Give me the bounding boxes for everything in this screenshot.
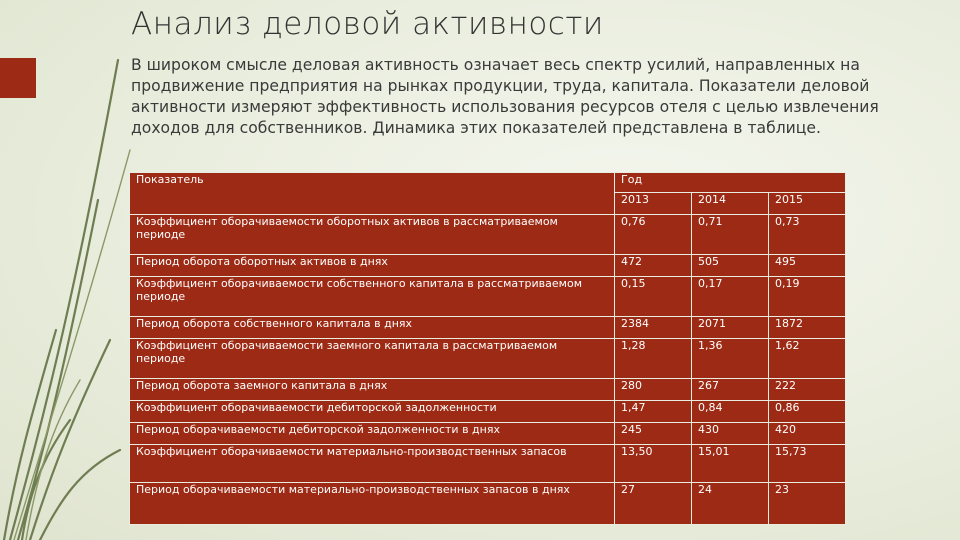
value-2013: 0,76 bbox=[615, 215, 692, 255]
value-2015: 1,62 bbox=[769, 339, 846, 379]
row-label: Период оборота оборотных активов в днях bbox=[130, 255, 615, 277]
row-label: Коэффициент оборачиваемости оборотных активов в рассматриваемом периоде bbox=[130, 215, 615, 255]
value-2014: 430 bbox=[692, 423, 769, 445]
row-label: Коэффициент оборачиваемости дебиторской задолженности bbox=[130, 401, 615, 423]
slide-title: Анализ деловой активности bbox=[131, 6, 604, 42]
table-row bbox=[130, 215, 846, 255]
year-2014: 2014 bbox=[692, 193, 769, 215]
year-2015: 2015 bbox=[769, 193, 846, 215]
value-2013: 0,15 bbox=[615, 277, 692, 317]
table-row bbox=[130, 339, 846, 379]
value-2014: 505 bbox=[692, 255, 769, 277]
table-row bbox=[130, 401, 846, 423]
row-label: Коэффициент оборачиваемости собственного капитала в рассматриваемом периоде bbox=[130, 277, 615, 317]
value-2014: 2071 bbox=[692, 317, 769, 339]
value-2013: 245 bbox=[615, 423, 692, 445]
year-2013: 2013 bbox=[615, 193, 692, 215]
row-label: Период оборота заемного капитала в днях bbox=[130, 379, 615, 401]
value-2014: 1,36 bbox=[692, 339, 769, 379]
table-row bbox=[130, 317, 846, 339]
value-2014: 267 bbox=[692, 379, 769, 401]
row-label: Период оборачиваемости дебиторской задолженности в днях bbox=[130, 423, 615, 445]
value-2013: 472 bbox=[615, 255, 692, 277]
value-2015: 0,73 bbox=[769, 215, 846, 255]
value-2013: 2384 bbox=[615, 317, 692, 339]
value-2014: 0,71 bbox=[692, 215, 769, 255]
year-header: Год bbox=[615, 173, 846, 193]
activity-table bbox=[129, 172, 846, 525]
table-row bbox=[130, 445, 846, 483]
value-2013: 1,47 bbox=[615, 401, 692, 423]
row-label: Период оборачиваемости материально-производственных запасов в днях bbox=[130, 483, 615, 525]
table-row bbox=[130, 255, 846, 277]
value-2015: 23 bbox=[769, 483, 846, 525]
value-2014: 15,01 bbox=[692, 445, 769, 483]
indicator-header: Показатель bbox=[130, 173, 615, 215]
value-2015: 420 bbox=[769, 423, 846, 445]
table-row bbox=[130, 277, 846, 317]
row-label: Период оборота собственного капитала в днях bbox=[130, 317, 615, 339]
value-2015: 15,73 bbox=[769, 445, 846, 483]
value-2013: 1,28 bbox=[615, 339, 692, 379]
value-2015: 0,86 bbox=[769, 401, 846, 423]
value-2015: 1872 bbox=[769, 317, 846, 339]
row-label: Коэффициент оборачиваемости заемного капитала в рассматриваемом периоде bbox=[130, 339, 615, 379]
intro-paragraph: В широком смысле деловая активность означает весь спектр усилий, направленных на продвижение предприятия на рынках продукции, труда, капитала. Показатели деловой активности измеряют эффективность использования ресурсов отеля с целью извлечения доходов для собственников. Динамика этих показателей представлена в таблице. bbox=[131, 56, 879, 137]
value-2015: 0,19 bbox=[769, 277, 846, 317]
grass-decoration bbox=[0, 0, 140, 540]
row-label: Коэффициент оборачиваемости материально-производственных запасов bbox=[130, 445, 615, 483]
value-2014: 0,17 bbox=[692, 277, 769, 317]
value-2014: 0,84 bbox=[692, 401, 769, 423]
value-2015: 495 bbox=[769, 255, 846, 277]
table-row bbox=[130, 423, 846, 445]
value-2013: 13,50 bbox=[615, 445, 692, 483]
value-2014: 24 bbox=[692, 483, 769, 525]
value-2015: 222 bbox=[769, 379, 846, 401]
value-2013: 27 bbox=[615, 483, 692, 525]
table-row bbox=[130, 379, 846, 401]
table-row bbox=[130, 483, 846, 525]
value-2013: 280 bbox=[615, 379, 692, 401]
